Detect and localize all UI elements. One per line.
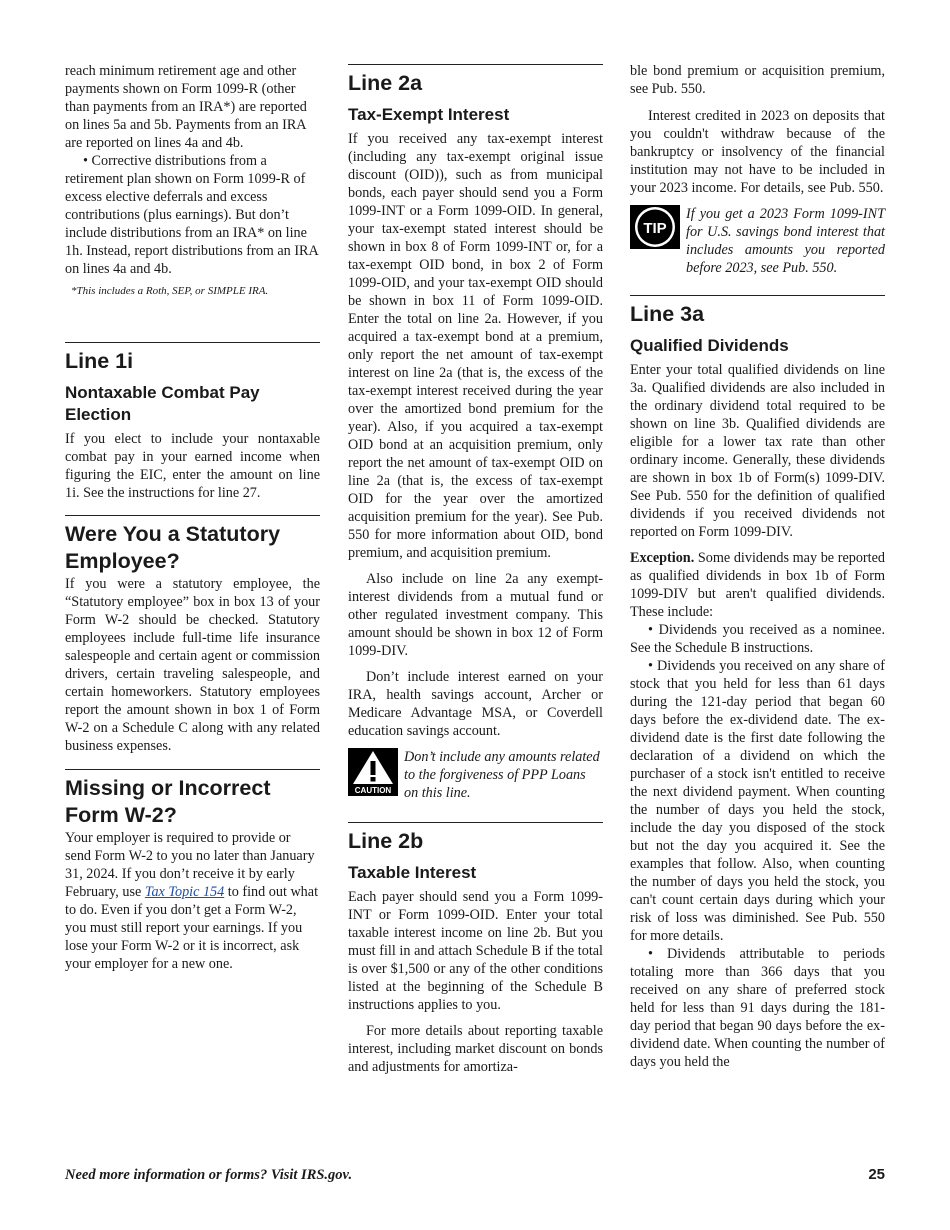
paragraph: For more details about reporting taxable interest, including market discount on bonds and adjustments for amortiza- (348, 1023, 603, 1075)
section-divider (348, 822, 603, 823)
section-line-2b (348, 828, 603, 1076)
caution-text: Don’t include any amounts related to the forgiveness of PPP Loans on this line. (404, 749, 600, 801)
section-line-3a (630, 301, 885, 1071)
section-divider (65, 342, 320, 343)
list-item: • Dividends you received as a nominee. See the Schedule B instructions. (630, 622, 885, 656)
list-item: • Dividends attributable to periods totaling more than 366 days that you received on any share of preferred stock held for less than 91 days during the 181-day period that began 90 days before the ex-dividend date. When counting the number of days you held the (630, 946, 885, 1070)
body-text: Your employer is required to provide or send Form W-2 to you no later than January 31, 2024. If you don’t receive it by early February, use (65, 830, 315, 900)
exception-paragraph (630, 549, 885, 621)
section-subheading: Nontaxable Combat Pay Election (65, 383, 260, 424)
list-item-corrective-distributions: • Corrective distributions from a retirement plan shown on Form 1099-R of excess elective deferrals and excess contributions (plus earnings). But don’t include distributions from an IRA* on line 1h. Instead, report distributions from an IRA on lines 4a and 4b. (65, 153, 318, 277)
paragraph: Also include on line 2a any exempt-interest dividends from a mutual fund or other regulated investment company. This amount should be shown in box 12 of Form 1099-DIV. (348, 571, 603, 659)
tip-icon (630, 205, 680, 249)
section-heading: Line 3a (630, 302, 705, 326)
section-heading: Line 2b (348, 829, 424, 853)
exception-text: Some dividends may be reported as qualified dividends in box 1b of Form 1099-DIV but aren't qualified dividends. These include: (630, 550, 885, 620)
section-subheading: Taxable Interest (348, 863, 477, 882)
section-heading: Line 1i (65, 349, 134, 373)
column-3 (630, 62, 885, 1071)
body-text: to find out what to do. Even if you don’t get a Form W-2, you must still report your earnings. If you lose your Form W-2 or it is incorrect, ask your employer for a new one. (65, 884, 319, 972)
tax-topic-154-link[interactable]: Tax Topic 154 (144, 884, 225, 900)
intro-paragraph: reach minimum retirement age and other payments shown on Form 1099-R (other than payments from an IRA*) are reported on lines 5a and 5b. Payments from an IRA are reported on lines 4a and 4b. (65, 63, 307, 151)
exception-label: Exception. (630, 550, 695, 566)
paragraph: Interest credited in 2023 on deposits that you couldn't withdraw because of the bankruptcy or insolvency of the financial institution may not have to be included in your 2023 income. For details, see Pub. 550. (630, 108, 885, 196)
page-footer (65, 1166, 885, 1184)
section-heading: Line 2a (348, 71, 423, 95)
list-item: • Dividends you received on any share of stock that you held for less than 61 days during the 121-day period that began 60 days before the ex-dividend date. The ex-dividend date is the first date following the declaration of a dividend on which the purchaser of a stock isn't entitled to receive the next dividend payment. When counting the number of days you held the stock, include the day you disposed of the stock but not the day you acquired it. See the examples that follow. Also, when counting the number of days you held the stock, you can't count certain days during which your risk of loss was diminished. See Pub. 550 for more details. (630, 658, 885, 944)
paragraph: Enter your total qualified dividends on line 3a. Qualified dividends are also included in the ordinary dividend total required to be shown on line 3b. Qualified dividends are eligible for a lower tax rate than other ordinary income. Generally, these dividends are shown in box 1b of Form(s) 1099-DIV. See Pub. 550 for the definition of qualified dividends if you received dividends not reported on Form 1099-DIV. (630, 362, 885, 540)
tip-label: TIP (643, 220, 667, 237)
section-line-2a (348, 70, 603, 802)
paragraph: If you received any tax-exempt interest (including any tax-exempt original issue discount (OID)), such as from municipal bonds, each payer should send you a Form 1099-INT or a Form 1099-OID. In general, your tax-exempt stated interest should be shown in box 8 of Form 1099-INT or, for a tax-exempt OID bond, in box 2 of Form 1099-OID, and your tax-exempt OID should be shown in box 11 of Form 1099-OID. Enter the total on line 2a. However, if you acquired a tax-exempt bond at a premium, only report the net amount of tax-exempt interest on line 2a (that is, the excess of the tax-exempt interest received during the year over the amortized bond premium for the year). Also, if you acquired a tax-exempt OID bond at an acquisition premium, only report the net amount of tax-exempt OID on line 2a (that is, the excess of tax-exempt OID for the year over the amortized acquisition premium for the year). See Pub. 550 for more information about OID, bond premium, and acquisition premium. (348, 131, 603, 561)
section-line-1i (65, 348, 320, 502)
column-1 (65, 62, 320, 973)
footnote: *This includes a Roth, SEP, or SIMPLE IRA. (71, 285, 269, 297)
paragraph: Don’t include interest earned on your IRA, health savings account, Archer or Medicare Advantage MSA, or Coverdell education savings account. (348, 669, 603, 739)
section-divider (65, 769, 320, 770)
section-subheading: Qualified Dividends (630, 336, 789, 355)
section-divider (348, 64, 603, 65)
section-missing-w2 (65, 775, 320, 973)
caution-icon (348, 748, 398, 796)
section-body (65, 829, 320, 973)
tip-text: If you get a 2023 Form 1099-INT for U.S. savings bond interest that includes amounts you reported before 2023, see Pub. 550. (686, 206, 885, 276)
caution-box (348, 748, 603, 802)
tip-box (630, 205, 885, 277)
section-subheading: Tax-Exempt Interest (348, 105, 510, 124)
page-number: 25 (868, 1166, 885, 1183)
paragraph: ble bond premium or acquisition premium, see Pub. 550. (630, 63, 885, 97)
section-divider (630, 295, 885, 296)
section-divider (65, 515, 320, 516)
section-body: If you were a statutory employee, the “Statutory employee” box in box 13 of your Form W-2 should be checked. Statutory employees include full-time life insurance salespeople and certain agent or commission drivers, certain traveling salespeople, and certain homeworkers. Statutory employees report the amount shown in box 1 of Form W-2 on a Schedule C along with any related business expenses. (65, 576, 320, 754)
caution-label: CAUTION (354, 786, 392, 795)
section-heading: Missing or Incorrect Form W-2? (65, 776, 271, 827)
column-2 (348, 62, 603, 1076)
paragraph: Each payer should send you a Form 1099-INT or Form 1099-OID. Enter your total taxable interest income on line 2b. But you must fill in and attach Schedule B if the total is over $1,500 or any of the other conditions listed at the beginning of the Schedule B instructions applies to you. (348, 889, 603, 1013)
section-heading: Were You a Statutory Employee? (65, 522, 281, 573)
footer-text: Need more information or forms? Visit IRS.gov. (65, 1167, 353, 1183)
section-statutory-employee (65, 521, 320, 755)
section-body: If you elect to include your nontaxable combat pay in your earned income when figuring the EIC, enter the amount on line 1i. See the instructions for line 27. (65, 431, 320, 501)
